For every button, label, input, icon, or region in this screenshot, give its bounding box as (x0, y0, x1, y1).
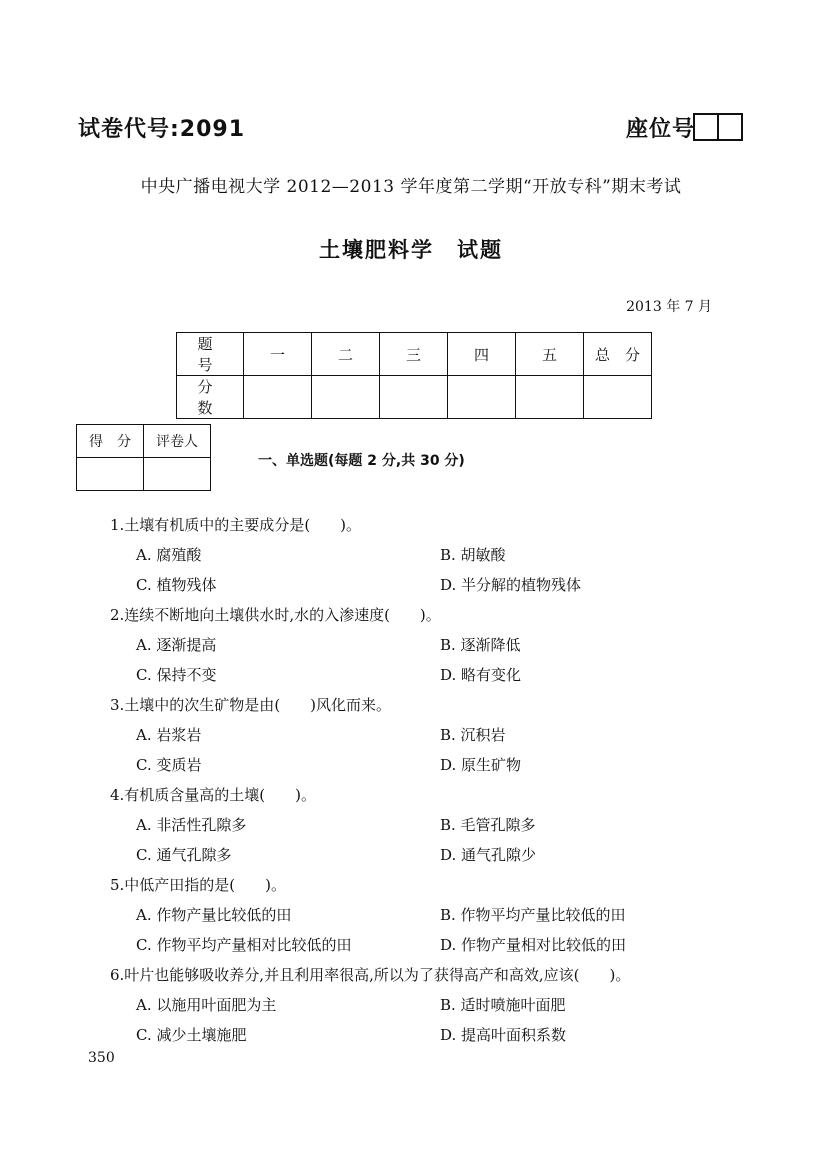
exam-subtitle: 中央广播电视大学 2012—2013 学年度第二学期“开放专科”期末考试 (140, 177, 682, 197)
seat-box (693, 113, 719, 141)
score-header-cell: 一 (244, 333, 312, 376)
option-c: C. 保持不变 (136, 666, 217, 684)
option-a: A. 以施用叶面肥为主 (136, 996, 277, 1014)
score-cell[interactable] (584, 376, 652, 419)
grader-score-cell[interactable] (77, 458, 144, 491)
option-d: D. 略有变化 (440, 666, 522, 684)
score-header-cell: 总 分 (584, 333, 652, 376)
option-a: A. 作物产量比较低的田 (136, 906, 292, 924)
score-header-cell: 题 号 (177, 333, 244, 376)
option-b: B. 胡敏酸 (440, 546, 506, 564)
option-b: B. 逐渐降低 (440, 636, 521, 654)
section-title: 一、单选题(每题 2 分,共 30 分) (258, 453, 465, 469)
grader-score-label: 得 分 (77, 425, 144, 458)
score-table-header-row (177, 333, 652, 376)
score-cell[interactable] (312, 376, 380, 419)
option-a: A. 岩浆岩 (136, 726, 202, 744)
option-a: A. 非活性孔隙多 (136, 816, 247, 834)
question-stem: 5.中低产田指的是( )。 (110, 876, 287, 894)
option-c: C. 通气孔隙多 (136, 846, 232, 864)
exam-code: 试卷代号:2091 (78, 117, 246, 142)
option-a: A. 腐殖酸 (136, 546, 202, 564)
exam-date: 2013 年 7 月 (626, 299, 712, 315)
option-a: A. 逐渐提高 (136, 636, 217, 654)
score-cell[interactable] (380, 376, 448, 419)
option-b: B. 适时喷施叶面肥 (440, 996, 566, 1014)
option-c: C. 变质岩 (136, 756, 202, 774)
seat-number (626, 112, 743, 142)
question-stem: 6.叶片也能够吸收养分,并且利用率很高,所以为了获得高产和高效,应该( )。 (110, 966, 631, 984)
page-number: 350 (88, 1050, 115, 1066)
seat-box (717, 113, 743, 141)
option-c: C. 减少土壤施肥 (136, 1026, 247, 1044)
option-d: D. 作物产量相对比较低的田 (440, 936, 627, 954)
score-cell[interactable] (244, 376, 312, 419)
score-table (176, 332, 652, 419)
score-header-cell: 四 (448, 333, 516, 376)
score-table-score-row (177, 376, 652, 419)
score-row-label: 分 数 (177, 376, 244, 419)
question-stem: 2.连续不断地向土壤供水时,水的入渗速度( )。 (110, 606, 441, 624)
option-d: D. 通气孔隙少 (440, 846, 537, 864)
option-d: D. 提高叶面积系数 (440, 1026, 567, 1044)
score-header-cell: 三 (380, 333, 448, 376)
grader-name-cell[interactable] (144, 458, 211, 491)
score-header-cell: 五 (516, 333, 584, 376)
option-c: C. 作物平均产量相对比较低的田 (136, 936, 352, 954)
grader-name-label: 评卷人 (144, 425, 211, 458)
question-stem: 3.土壤中的次生矿物是由( )风化而来。 (110, 696, 392, 714)
score-cell[interactable] (448, 376, 516, 419)
question-stem: 4.有机质含量高的土壤( )。 (110, 786, 317, 804)
option-d: D. 半分解的植物残体 (440, 576, 582, 594)
option-b: B. 作物平均产量比较低的田 (440, 906, 626, 924)
option-b: B. 毛管孔隙多 (440, 816, 536, 834)
option-c: C. 植物残体 (136, 576, 217, 594)
grader-table (76, 424, 211, 491)
question-stem: 1.土壤有机质中的主要成分是( )。 (110, 516, 362, 534)
option-d: D. 原生矿物 (440, 756, 522, 774)
exam-title: 土壤肥料学 试题 (319, 238, 503, 262)
score-header-cell: 二 (312, 333, 380, 376)
seat-label: 座位号 (626, 116, 696, 142)
option-b: B. 沉积岩 (440, 726, 506, 744)
score-cell[interactable] (516, 376, 584, 419)
